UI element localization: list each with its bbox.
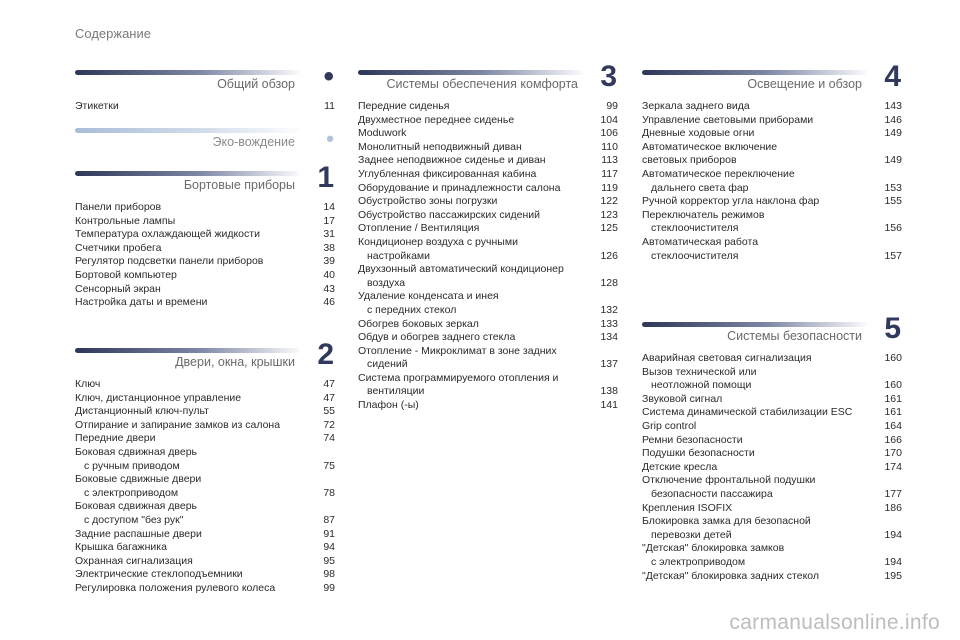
- toc-entry-page: 157: [884, 249, 902, 262]
- toc-entry[interactable]: [358, 209, 620, 223]
- toc-entry-title: Обогрев боковых зеркал: [358, 317, 479, 330]
- toc-entry[interactable]: [75, 582, 337, 596]
- section-bar: [75, 70, 300, 75]
- toc-entry-title: Этикетки: [75, 100, 119, 112]
- section-number: •: [323, 60, 334, 93]
- toc-entry-title: Ключ, дистанционное управление: [75, 391, 242, 404]
- toc-entry[interactable]: [642, 406, 904, 420]
- section-bar: [75, 348, 300, 353]
- toc-entry[interactable]: [642, 434, 904, 448]
- section-number: 1: [317, 161, 334, 194]
- watermark: carmanualsonline.info: [729, 611, 940, 634]
- section-number: 4: [884, 60, 901, 93]
- toc-entry-title: Ручной корректор угла наклона фар: [642, 195, 820, 208]
- section-lighting: [642, 60, 904, 263]
- toc-entry[interactable]: [358, 100, 620, 114]
- toc-entry-title-cont: с электроприводом: [651, 555, 746, 568]
- toc-entry[interactable]: [75, 541, 337, 555]
- toc-entry-title: Счетчики пробега: [75, 241, 162, 254]
- section-title: Эко-вождение: [212, 135, 295, 149]
- toc-entry-title-cont: безопасности пассажира: [651, 487, 773, 500]
- toc-entry[interactable]: [642, 474, 904, 501]
- toc-entry-title: Подушки безопасности: [642, 447, 755, 460]
- toc-entry-title: Крышка багажника: [75, 541, 167, 554]
- section-bar: [75, 128, 300, 133]
- toc-entry[interactable]: [642, 209, 904, 236]
- toc-entry-title: Система динамической стабилизации ESC: [642, 406, 853, 419]
- section-bar: [358, 70, 583, 75]
- toc-entry[interactable]: [75, 100, 337, 114]
- section-title: Двери, окна, крышки: [175, 355, 295, 369]
- toc-entry[interactable]: [75, 432, 337, 446]
- toc-entry-title: Ключ: [75, 378, 101, 390]
- toc-entry-page: 47: [323, 391, 335, 404]
- toc-entry[interactable]: [358, 168, 620, 182]
- toc-entry-page: 55: [323, 405, 335, 418]
- toc-entry-page: 14: [323, 201, 335, 213]
- toc-entry[interactable]: [642, 114, 904, 128]
- toc-entry[interactable]: [75, 201, 337, 215]
- toc-entry-title-cont: настройками: [367, 249, 430, 262]
- toc-entry-title: Детские кресла: [642, 460, 718, 473]
- toc-entry-page: 38: [323, 241, 335, 254]
- toc-entry[interactable]: [75, 392, 337, 406]
- toc-entry-title: Ремни безопасности: [642, 433, 743, 446]
- toc-entry-page: 99: [606, 100, 618, 112]
- section-instruments: [75, 161, 337, 310]
- toc-entry-title: Передние сиденья: [358, 100, 450, 112]
- toc-entry-title: "Детская" блокировка замков: [642, 542, 785, 555]
- toc-entry-page: 11: [324, 100, 335, 112]
- toc-entry[interactable]: [642, 352, 904, 366]
- toc-entry-page: 122: [600, 195, 618, 208]
- toc-entry-title-cont: с ручным приводом: [84, 459, 180, 472]
- toc-entry[interactable]: [358, 331, 620, 345]
- toc-entry-title: Переключатель режимов: [642, 208, 765, 221]
- toc-entry-page: 74: [323, 432, 335, 445]
- toc-entry[interactable]: [642, 366, 904, 393]
- toc-entry-title-cont: дальнего света фар: [651, 181, 749, 194]
- section-number: •: [326, 126, 334, 151]
- toc-entry-page: 95: [323, 554, 335, 567]
- toc-entry[interactable]: [358, 345, 620, 372]
- toc-entry-title: Звуковой сигнал: [642, 392, 723, 405]
- toc-entry-title: Удаление конденсата и инея: [358, 290, 499, 303]
- toc-entry-title: Управление световыми приборами: [642, 113, 814, 126]
- toc-entry-title: Заднее неподвижное сиденье и диван: [358, 154, 546, 167]
- toc-entry[interactable]: [642, 141, 904, 155]
- toc-entry-title-cont: перевозки детей: [651, 528, 732, 541]
- toc-entry-page: 123: [600, 208, 618, 221]
- toc-entry-page: 194: [884, 555, 902, 568]
- section-bar: [75, 171, 300, 176]
- toc-entry-title-cont: воздуха: [367, 276, 406, 289]
- toc-entry-title: Регулировка положения рулевого колеса: [75, 581, 276, 594]
- toc-entry-title: Двухзонный автоматический кондиционер: [358, 263, 564, 276]
- toc-entry-page: 113: [601, 154, 618, 167]
- toc-entry-page: 161: [884, 392, 902, 405]
- toc-entry-page: 153: [884, 181, 902, 194]
- toc-entry-page: 186: [884, 501, 902, 514]
- toc-entry-page: 164: [884, 419, 902, 432]
- toc-entry-title-cont: сидений: [367, 358, 408, 371]
- section-doors: [75, 338, 337, 596]
- toc-entry[interactable]: [358, 236, 620, 263]
- toc-entry[interactable]: [75, 242, 337, 256]
- page-title: Содержание: [75, 26, 151, 41]
- toc-entry[interactable]: [358, 290, 620, 317]
- toc-entry-title: Grip control: [642, 419, 697, 432]
- toc-entry[interactable]: [642, 236, 904, 263]
- toc-entry-page: 132: [600, 303, 618, 316]
- toc-entry-page: 75: [323, 459, 335, 472]
- toc-entry-page: 99: [323, 581, 335, 594]
- toc-entry[interactable]: [75, 419, 337, 433]
- toc-entry-page: 87: [323, 513, 335, 526]
- toc-entry[interactable]: [358, 127, 620, 141]
- toc-entry-page: 17: [323, 214, 335, 227]
- toc-entry-title: Охранная сигнализация: [75, 554, 193, 567]
- toc-entry[interactable]: [642, 542, 904, 569]
- toc-entry-page: 47: [323, 378, 335, 390]
- toc-entry[interactable]: [642, 461, 904, 475]
- toc-entry-page: 137: [600, 358, 618, 371]
- toc-entry-title: Углубленная фиксированная кабина: [358, 167, 537, 180]
- toc-entry-title: Плафон (-ы): [358, 399, 419, 412]
- toc-entry[interactable]: [75, 446, 337, 473]
- toc-entry-title: Обустройство пассажирских сидений: [358, 208, 541, 221]
- toc-entry-page: 194: [884, 528, 902, 541]
- section-number: 5: [884, 312, 901, 345]
- toc-entry-title: Электрические стеклоподъемники: [75, 568, 243, 581]
- section-general-overview: [75, 60, 337, 114]
- toc-entry-title: Система программируемого отопления и: [358, 371, 559, 384]
- toc-entry-page: 161: [884, 406, 902, 419]
- toc-entry[interactable]: [642, 447, 904, 461]
- toc-entry[interactable]: [75, 555, 337, 569]
- toc-entry-title: Сенсорный экран: [75, 282, 161, 295]
- toc-entry[interactable]: [642, 393, 904, 407]
- toc-entry-page: 177: [884, 487, 902, 500]
- toc-entry-title: Блокировка замка для безопасной: [642, 515, 811, 528]
- toc-entry[interactable]: [75, 228, 337, 242]
- toc-entry-page: 40: [323, 268, 335, 281]
- section-title: Общий обзор: [217, 77, 295, 91]
- toc-entry[interactable]: [358, 372, 620, 399]
- toc-entry[interactable]: [358, 222, 620, 236]
- toc-entry[interactable]: [75, 528, 337, 542]
- toc-entry-page: 98: [323, 568, 335, 581]
- toc-entry-title: Настройка даты и времени: [75, 296, 208, 309]
- toc-entry-page: 43: [323, 282, 335, 295]
- section-title: Системы безопасности: [727, 329, 862, 343]
- section-number: 3: [600, 60, 617, 93]
- toc-entry-page: 106: [600, 127, 618, 140]
- toc-entry-page: 91: [323, 527, 335, 540]
- toc-entry[interactable]: [75, 378, 337, 392]
- toc-entry[interactable]: [75, 215, 337, 229]
- toc-entry[interactable]: [358, 399, 620, 413]
- toc-entry-page: 138: [600, 385, 618, 398]
- toc-entry-title: Moduwork: [358, 127, 407, 140]
- toc-entry-page: 134: [600, 331, 618, 344]
- toc-entry-page: 119: [601, 181, 618, 194]
- toc-entry-title: Боковая сдвижная дверь: [75, 445, 198, 458]
- toc-entry[interactable]: [642, 420, 904, 434]
- toc-entry-title: Оборудование и принадлежности салона: [358, 181, 561, 194]
- toc-entry-title: Обустройство зоны погрузки: [358, 195, 498, 208]
- toc-entry-title: Отключение фронтальной подушки: [642, 474, 816, 487]
- toc-entry-page: 39: [323, 255, 335, 268]
- section-title: Системы обеспечения комфорта: [386, 77, 578, 91]
- toc-entry-page: 31: [323, 228, 335, 241]
- toc-entry-title-cont: неотложной помощи: [651, 379, 752, 392]
- section-safety: [642, 312, 904, 583]
- toc-entry-title: Отпирание и запирание замков из салона: [75, 418, 281, 431]
- toc-entry-title: Зеркала заднего вида: [642, 100, 750, 112]
- toc-entry[interactable]: [75, 473, 337, 500]
- toc-entry-title: Дистанционный ключ-пульт: [75, 405, 209, 418]
- section-number: 2: [317, 338, 334, 371]
- toc-entry[interactable]: [358, 263, 620, 290]
- toc-entry[interactable]: [642, 127, 904, 141]
- toc-entry-page: 160: [884, 352, 902, 364]
- toc-entry-page: 46: [323, 296, 335, 309]
- toc-entry-title-cont: с электроприводом: [84, 486, 179, 499]
- toc-entry-title-cont: с передних стекол: [367, 303, 457, 316]
- toc-entry[interactable]: [75, 255, 337, 269]
- toc-entry-page: 146: [884, 113, 902, 126]
- toc-entry-page: 117: [601, 167, 618, 180]
- toc-entry[interactable]: [358, 182, 620, 196]
- toc-entry-title-cont: с доступом "без рук": [84, 513, 184, 526]
- toc-entry[interactable]: [358, 195, 620, 209]
- toc-entry-title-cont: вентиляции: [367, 385, 425, 398]
- toc-entry-page: 133: [600, 317, 618, 330]
- toc-entry[interactable]: [642, 168, 904, 195]
- section-bar: [642, 322, 867, 327]
- toc-entry-page: 170: [884, 447, 902, 460]
- toc-entry-page: 78: [323, 486, 335, 499]
- toc-entry-page: 149: [884, 127, 902, 140]
- toc-entry-page: 166: [884, 433, 902, 446]
- toc-entry-title: Панели приборов: [75, 201, 162, 213]
- toc-entry-title: Отопление - Микроклимат в зоне задних: [358, 344, 557, 357]
- toc-entry-title: Вызов технической или: [642, 365, 757, 378]
- toc-entry-title: Дневные ходовые огни: [642, 127, 755, 140]
- toc-entry-page: 104: [600, 113, 618, 126]
- toc-entry[interactable]: [75, 283, 337, 297]
- toc-entry-title: Автоматическое включение: [642, 140, 778, 153]
- toc-entry-title: Двухместное переднее сиденье: [358, 113, 515, 126]
- toc-entry-title: Обдув и обогрев заднего стекла: [358, 331, 516, 344]
- toc-entry[interactable]: [642, 154, 904, 168]
- toc-entry-title: Задние распашные двери: [75, 527, 202, 540]
- toc-entry-title: Крепления ISOFIX: [642, 501, 733, 514]
- toc-entry-title: "Детская" блокировка задних стекол: [642, 569, 820, 582]
- toc-entry[interactable]: [642, 502, 904, 516]
- toc-entry-title: световых приборов: [642, 154, 737, 167]
- toc-entry-page: 72: [323, 418, 335, 431]
- toc-entry-page: 125: [600, 222, 618, 235]
- toc-entry-title: Аварийная световая сигнализация: [642, 352, 812, 364]
- toc-entry-page: 149: [884, 154, 902, 167]
- toc-entry[interactable]: [75, 568, 337, 582]
- toc-entry[interactable]: [75, 405, 337, 419]
- section-eco-driving: [75, 128, 337, 162]
- toc-entry-page: 195: [884, 569, 902, 582]
- toc-entry[interactable]: [358, 114, 620, 128]
- toc-entry-page: 160: [884, 379, 902, 392]
- toc-entry-page: 126: [600, 249, 618, 262]
- section-comfort: [358, 60, 620, 413]
- toc-entry[interactable]: [75, 500, 337, 527]
- toc-entry[interactable]: [75, 296, 337, 310]
- toc-entry-title: Бортовой компьютер: [75, 268, 177, 281]
- toc-entry-page: 141: [600, 399, 618, 412]
- toc-entry[interactable]: [642, 100, 904, 114]
- toc-entry-title-cont: стеклоочистителя: [651, 222, 739, 235]
- toc-entry-title: Передние двери: [75, 432, 156, 445]
- toc-entry-page: 155: [884, 195, 902, 208]
- toc-entry-title: Отопление / Вентиляция: [358, 222, 480, 235]
- toc-entry[interactable]: [642, 515, 904, 542]
- section-bar: [642, 70, 867, 75]
- toc-entry[interactable]: [75, 269, 337, 283]
- toc-entry-title: Контрольные лампы: [75, 214, 176, 227]
- toc-entry[interactable]: [642, 570, 904, 584]
- toc-entry-title: Боковые сдвижные двери: [75, 473, 202, 486]
- toc-entry[interactable]: [358, 154, 620, 168]
- toc-entry-page: 143: [884, 100, 902, 112]
- toc-entry-page: 174: [884, 460, 902, 473]
- toc-entry[interactable]: [642, 195, 904, 209]
- toc-entry-title: Автоматическая работа: [642, 235, 759, 248]
- toc-entry-title: Регулятор подсветки панели приборов: [75, 255, 264, 268]
- section-title: Освещение и обзор: [747, 77, 862, 91]
- toc-entry-page: 156: [884, 222, 902, 235]
- toc-entry-title: Боковая сдвижная дверь: [75, 500, 198, 513]
- toc-entry-title: Автоматическое переключение: [642, 167, 795, 180]
- toc-entry-title: Кондиционер воздуха с ручными: [358, 235, 518, 248]
- toc-entry-title-cont: стеклоочистителя: [651, 249, 739, 262]
- toc-entry[interactable]: [358, 318, 620, 332]
- toc-entry-page: 128: [600, 276, 618, 289]
- section-title: Бортовые приборы: [183, 178, 295, 192]
- toc-entry[interactable]: [358, 141, 620, 155]
- toc-entry-title: Монолитный неподвижный диван: [358, 140, 522, 153]
- toc-entry-title: Температура охлаждающей жидкости: [75, 228, 260, 241]
- toc-entry-page: 110: [601, 140, 618, 153]
- toc-entry-page: 94: [323, 541, 335, 554]
